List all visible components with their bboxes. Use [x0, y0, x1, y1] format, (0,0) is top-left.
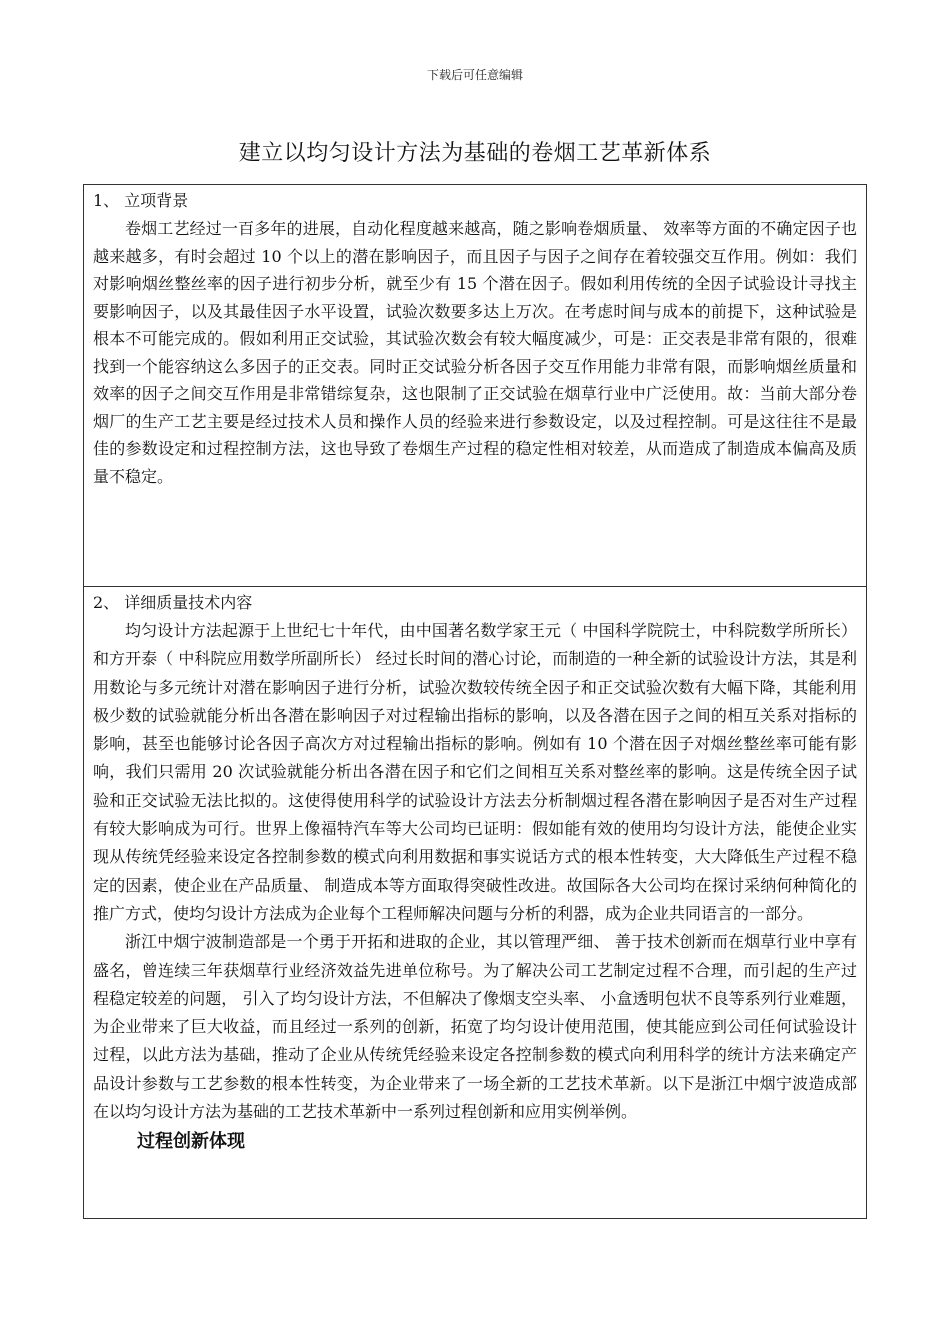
document-title: 建立以均匀设计方法为基础的卷烟工艺革新体系: [238, 141, 712, 166]
section-technical-content: [83, 586, 867, 1219]
paragraph: 浙江中烟宁波制造部是一个勇于开拓和进取的企业，其以管理严细、 善于技术创新而在烟草行业中享有盛名，曾连续三年获烟草行业经济效益先进单位称号。为了解决公司工艺制定过程不合理，而引起的生产过程稳定较差的问题， 引入了均匀设计方法，不但解决了像烟支空头率、 小盒透明包状不良等系列行业难题，为企业带来了巨大收益，而且经过一系列的创新，拓宽了均匀设计使用范围，使其能应到公司任何试验设计过程，以此方法为基础，推动了企业从传统凭经验来设定各控制参数的模式向利用科学的统计方法来确定产品设计参数与工艺参数的根本性转变，为企业带来了一场全新的工艺技术革新。以下是浙江中烟宁波造成部在以均匀设计方法为基础的工艺技术革新中一系列过程创新和应用实例举例。: [93, 932, 857, 1122]
section-heading: 1、 立项背景: [93, 191, 189, 210]
paragraph: 均匀设计方法起源于上世纪七十年代，由中国著名数学家王元（ 中国科学院院士，中科院数学所所长） 和方开泰（ 中科院应用数学所副所长） 经过长时间的潜心讨论，而制造的一种全新的试验设计方法，其是利用数论与多元统计对潜在影响因子进行分析，试验次数较传统全因子和正交试验次数有大幅下降，其能利用极少数的试验就能分析出各潜在影响因子对过程输出指标的影响，以及各潜在因子之间的相互关系对指标的影响，甚至也能够讨论各因子高次方对过程输出指标的影响。例如有 10 个潜在因子对烟丝整丝率可能有影响，我们只需用 20 次试验就能分析出各潜在因子和它们之间相互关系对整丝率的影响。这是传统全因子试验和正交试验无法比拟的。这使得使用科学的试验设计方法去分析制烟过程各潜在影响因子是否对生产过程有较大影响成为可行。世界上像福特汽车等大公司均已证明：假如能有效的使用均匀设计方法，能使企业实现从传统凭经验来设定各控制参数的模式向利用数据和事实说话方式的根本性转变，大大降低生产过程不稳定的因素，使企业在产品质量、 制造成本等方面取得突破性改进。故国际各大公司均在探讨采纳何种简化的推广方式，使均匀设计方法成为企业每个工程师解决问题与分析的利器，成为企业共同语言的一部分。: [93, 621, 857, 923]
subheading: 过程创新体现: [137, 1131, 245, 1153]
header-note: 下载后可任意编辑: [426, 68, 523, 82]
section-heading: 2、 详细质量技术内容: [93, 593, 253, 612]
paragraph: 卷烟工艺经过一百多年的进展，自动化程度越来越高，随之影响卷烟质量、 效率等方面的不确定因子也越来越多，有时会超过 10 个以上的潜在影响因子，而且因子与因子之间存在着较强交互作用。例如：我们对影响烟丝整丝率的因子进行初步分析，就至少有 15 个潜在因子。假如利用传统的全因子试验设计寻找主要影响因子，以及其最佳因子水平设置，试验次数要多达上万次。在考虑时间与成本的前提下，这种试验是根本不可能完成的。假如利用正交试验，其试验次数会有较大幅度减少，可是：正交表是非常有限的，很难找到一个能容纳这么多因子的正交表。同时正交试验分析各因子交互作用能力非常有限，而影响烟丝质量和效率的因子之间交互作用是非常错综复杂，这也限制了正交试验在烟草行业中广泛使用。故：当前大部分卷烟厂的生产工艺主要是经过技术人员和操作人员的经验来进行参数设定，以及过程控制。可是这往往不是最佳的参数设定和过程控制方法，这也导致了卷烟生产过程的稳定性相对较差，从而造成了制造成本偏高及质量不稳定。: [93, 219, 857, 486]
section-background: [83, 184, 867, 587]
